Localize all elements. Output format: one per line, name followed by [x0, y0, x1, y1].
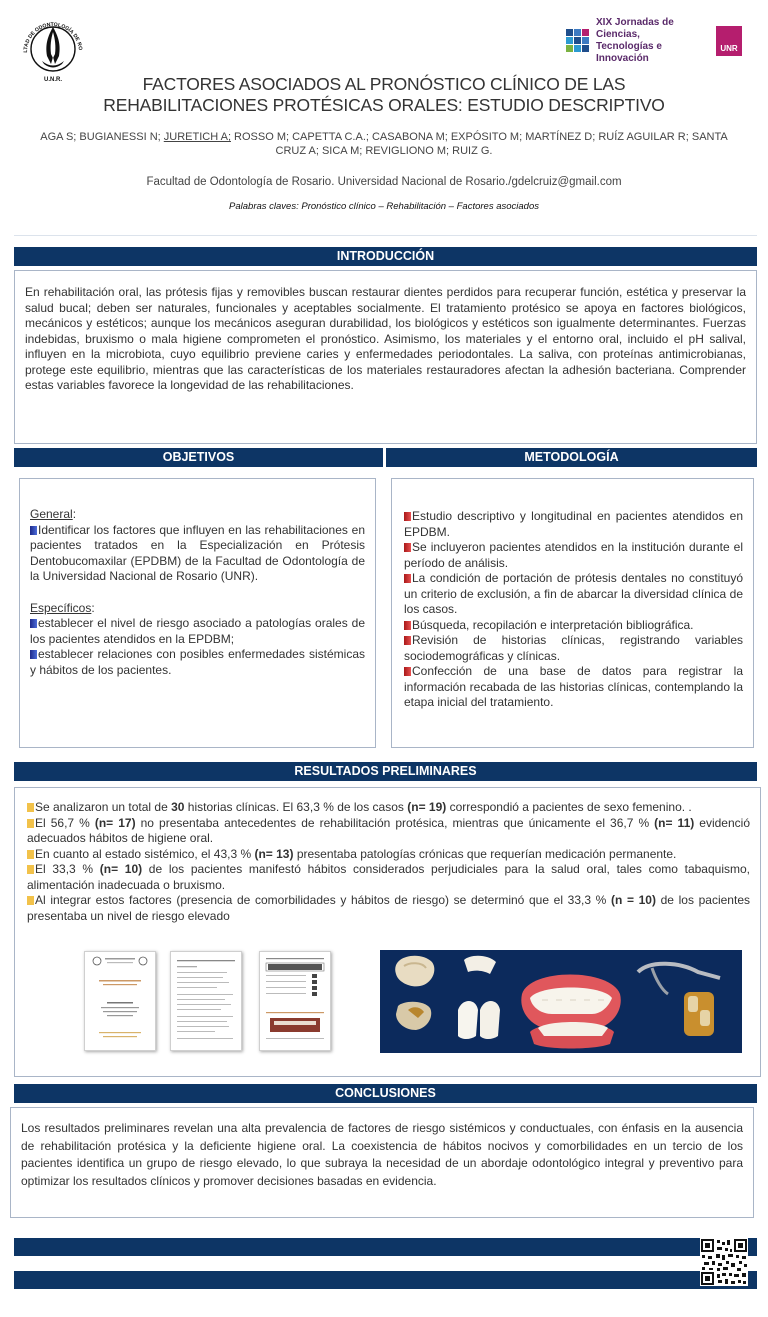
logo-ring-text: LTAD DE ODONTOLOGÍA DE RO [22, 21, 83, 53]
affiliation: Facultad de Odontología de Rosario. Universidad Nacional de Rosario./gdelcruiz@gmail.com [146, 176, 622, 188]
objectives-general-item: Identificar los factores que influyen en las rehabilitaciones en pacientes tratados en la Especialización en Prótesis Dentobucomaxilar (EPDBM) de la Facultad de Odontología de la Universidad Nacional de Rosario (UNR). [30, 522, 365, 583]
results-item: Se analizaron un total de 30 historias clínicas. El 63,3 % de los casos (n= 19) correspondió a pacientes de sexo femenino. . [27, 800, 750, 816]
objectives-specific-label: Específicos: [30, 600, 95, 615]
bullet-icon [404, 512, 411, 521]
methodology-item: Confección de una base de datos para registrar la información recabada de las historias clínicas, contemplando la etapa inicial del tratamiento. [404, 664, 743, 709]
bullet-icon [404, 636, 411, 645]
authors: AGA S; BUGIANESSI N; JURETICH A; ROSSO M; CAPETTA C.A.; CASABONA M; EXPÓSITO M; MARTÍNEZ D; RUÍZ AGUILAR R; SANTA CRUZ A; SICA M; REVIGLIONO M; RUIZ G. [40, 131, 728, 157]
keywords: Palabras claves: Pronóstico clínico – Rehabilitación – Factores asociados [229, 201, 539, 212]
bullet-icon [27, 896, 34, 905]
dental-prostheses-photo [380, 950, 742, 1053]
results-item: El 33,3 % (n= 10) de los pacientes manifestó hábitos considerados perjudiciales para la salud oral, tales como tabaquismo, alimentación inadecuada o bruxismo. [27, 862, 750, 892]
results-item: El 56,7 % (n= 17) no presentaba antecedentes de rehabilitación protésica, mientras que únicamente el 36,7 % (n= 11) evidenció adecuados hábitos de higiene oral. [27, 815, 750, 845]
results-item: En cuanto al estado sistémico, el 43,3 % (n= 13) presentaba patologías crónicas que requerían medicación permanente. [27, 847, 750, 863]
logo-unr-text: U.N.R. [44, 77, 62, 83]
conclusions-section [10, 1107, 754, 1218]
intro-text: En rehabilitación oral, las prótesis fijas y removibles buscan restaurar dientes perdidos para recuperar función, estética y preservar la salud bucal; deben ser naturales, funcionales y aceptables socialmente. El tratamiento protésico se apoya en factores biológicos, mecánicos y estéticos; aunque los mecánicos aseguran durabilidad, los biológicos y estéticos son igualmente determinantes. Fuerzas indebidas, bruxismo o mala higiene comprometen el pronóstico. Asimismo, los materiales y el entorno oral, incluido el pH salival, influyen en la microbiota, cuyo equilibrio previene caries y enfermedades periodontales. La saliva, con proteínas antimicrobianas, protege este equilibrio, mientras que las características de los materiales restauradores afectan la adhesión bacteriana. Comprender estas variables favorece la longevidad de las rehabilitaciones. [25, 285, 746, 392]
jornadas-squares-icon [566, 29, 590, 53]
results-item: Al integrar estos factores (presencia de comorbilidades y hábitos de riesgo) se determinó que el 33,3 % (n = 10) de los pacientes presentaba un nivel de riesgo elevado [27, 893, 750, 923]
bullet-icon [27, 865, 34, 874]
jornadas-logo [566, 17, 746, 64]
methodology-item: Búsqueda, recopilación e interpretación bibliográfica. [404, 618, 743, 634]
header-divider [14, 235, 757, 236]
methodology-item: Estudio descriptivo y longitudinal en pacientes atendidos en EPDBM. [404, 509, 743, 539]
objectives-section [19, 478, 376, 748]
methodology-item: Se incluyeron pacientes atendidos en la institución durante el período de análisis. [404, 540, 743, 570]
clinical-history-form-image [170, 951, 242, 1051]
intro-section [14, 270, 757, 444]
bullet-icon [404, 621, 411, 630]
objectives-heading: OBJETIVOS [14, 448, 383, 467]
bullet-icon [27, 803, 34, 812]
jornadas-title: XIX Jornadas de Ciencias, Tecnologías e Innovación [596, 17, 674, 64]
footer-bar-top [14, 1238, 757, 1256]
bullet-icon [404, 574, 411, 583]
objectives-general-label: General: [30, 507, 77, 521]
results-heading: RESULTADOS PRELIMINARES [14, 762, 757, 781]
methodology-item: Revisión de historias clínicas, registrando variables sociodemográficas y clínicas. [404, 633, 743, 663]
methodology-heading: METODOLOGÍA [386, 448, 757, 467]
unr-badge: UNR [716, 26, 742, 56]
clinical-history-cover-image [84, 951, 156, 1051]
bullet-icon [27, 819, 34, 828]
objectives-specific-item: establecer el nivel de riesgo asociado a patologías orales de los pacientes atendidos en la EPDBM; [30, 616, 365, 646]
bullet-icon [404, 543, 411, 552]
poster-title: FACTORES ASOCIADOS AL PRONÓSTICO CLÍNICO DE LAS REHABILITACIONES PROTÉSICAS ORALES: ESTUDIO DESCRIPTIVO [103, 74, 665, 115]
bullet-icon [27, 850, 34, 859]
methodology-section [391, 478, 754, 748]
objectives-specific-item: establecer relaciones con posibles enfermedades sistémicas y hábitos de los pacientes. [30, 647, 365, 677]
bullet-icon [30, 526, 37, 535]
methodology-item: La condición de portación de prótesis dentales no constituyó un criterio de exclusión, a fin de abarcar la diversidad clínica de los casos. [404, 571, 743, 616]
bullet-icon [30, 650, 37, 659]
qr-code-icon [700, 1238, 748, 1286]
intro-heading: INTRODUCCIÓN [14, 247, 757, 266]
bullet-icon [404, 667, 411, 676]
conclusions-text: Los resultados preliminares revelan una alta prevalencia de factores de riesgo sistémicos y conductuales, con énfasis en la ausencia de rehabilitación protésica y la deficiente higiene oral. La coexistencia de hábitos nocivos y comorbilidades en un tercio de los pacientes identifica un grupo de riesgo elevado, lo que subraya la necesidad de un abordaje odontológico integral y preventivo para optimizar los resultados clínicos y promover decisiones basadas en evidencia. [21, 1121, 743, 1188]
footer-bar-bottom [14, 1271, 757, 1289]
conclusions-heading: CONCLUSIONES [14, 1084, 757, 1103]
bullet-icon [30, 619, 37, 628]
dental-chart-form-image [259, 951, 331, 1051]
